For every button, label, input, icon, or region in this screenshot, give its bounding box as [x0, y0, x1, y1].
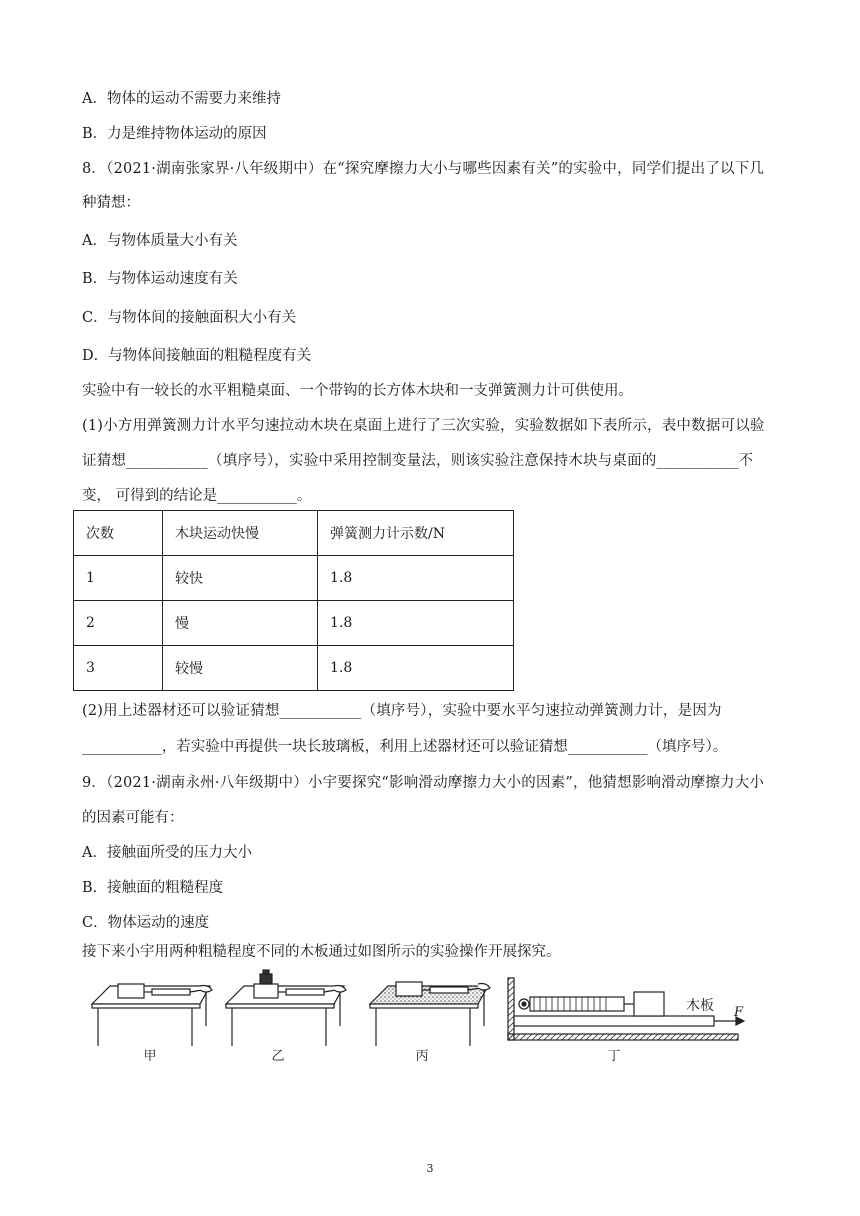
force-label: F [734, 1005, 744, 1020]
page-number: 3 [426, 1162, 434, 1175]
table-header-cell: 次数 [74, 511, 163, 556]
line-14: ___________，若实验中再提供一块长玻璃板，利用上述器材还可以验证猜想___________（填序号）。 [82, 739, 728, 755]
table-cell: 慢 [163, 601, 318, 646]
table-row [74, 556, 514, 601]
option-d: D．与物体间接触面的粗糙程度有关 [82, 348, 312, 364]
label-yi: 乙 [271, 1049, 285, 1064]
board-label: 木板 [686, 998, 714, 1014]
setup-jia [92, 984, 212, 1046]
question-9-stem: 9．（2021·湖南永州·八年级期中）小宇要探究“影响滑动摩擦力大小的因素”，他猜想影响滑动摩擦力大小 [82, 775, 765, 791]
option-c: C．物体运动的速度 [82, 915, 210, 931]
table-cell: 1.8 [318, 601, 514, 646]
table-row [74, 601, 514, 646]
table-cell: 2 [74, 601, 163, 646]
setup-bing [370, 982, 490, 1046]
option-a: A．接触面所受的压力大小 [82, 845, 252, 861]
sub-question-2: (2)用上述器材还可以验证猜想___________（填序号），实验中要水平匀速拉动弹簧测力计，是因为 [82, 703, 722, 719]
line-2: B．力是维持物体运动的原因 [82, 126, 267, 142]
line-12: 变， 可得到的结论是___________。 [82, 488, 312, 504]
label-ding: 丁 [607, 1049, 621, 1064]
table-cell: 1 [74, 556, 163, 601]
line-1: A．物体的运动不需要力来维持 [82, 91, 281, 107]
line-11: 证猜想___________（填序号），实验中采用控制变量法，则该实验注意保持木块与桌面的___________不 [82, 453, 754, 469]
table-header-cell: 木块运动快慢 [163, 511, 318, 556]
label-jia: 甲 [143, 1049, 157, 1064]
line-9: 实验中有一较长的水平粗糙桌面、一个带钩的长方体木块和一支弹簧测力计可供使用。 [82, 383, 633, 399]
data-table [73, 510, 514, 691]
option-b: B．与物体运动速度有关 [82, 271, 238, 287]
setup-yi [226, 970, 346, 1046]
table-cell: 较快 [163, 556, 318, 601]
label-bing: 丙 [415, 1049, 429, 1064]
sub-question-1: (1)小方用弹簧测力计水平匀速拉动木块在桌面上进行了三次实验，实验数据如下表所示，表中数据可以验 [82, 418, 765, 434]
option-c: C．与物体间的接触面积大小有关 [82, 310, 297, 326]
question-8-stem: 8．（2021·湖南张家界·八年级期中）在“探究摩擦力大小与哪些因素有关”的实验中，同学们提出了以下几 [82, 161, 765, 177]
table-cell: 1.8 [318, 556, 514, 601]
option-b: B．接触面的粗糙程度 [82, 880, 224, 896]
line-20: 接下来小宇用两种粗糙程度不同的木板通过如图所示的实验操作开展探究。 [82, 944, 561, 960]
table-cell: 较慢 [163, 646, 318, 691]
table-cell: 3 [74, 646, 163, 691]
line-4: 种猜想： [82, 195, 140, 211]
option-a: A．与物体质量大小有关 [82, 233, 238, 249]
table-cell: 1.8 [318, 646, 514, 691]
table-header-row [74, 511, 514, 556]
line-16: 的因素可能有： [82, 810, 184, 826]
experiment-figure [88, 968, 748, 1064]
table-row [74, 646, 514, 691]
table-header-cell: 弹簧测力计示数/N [318, 511, 514, 556]
